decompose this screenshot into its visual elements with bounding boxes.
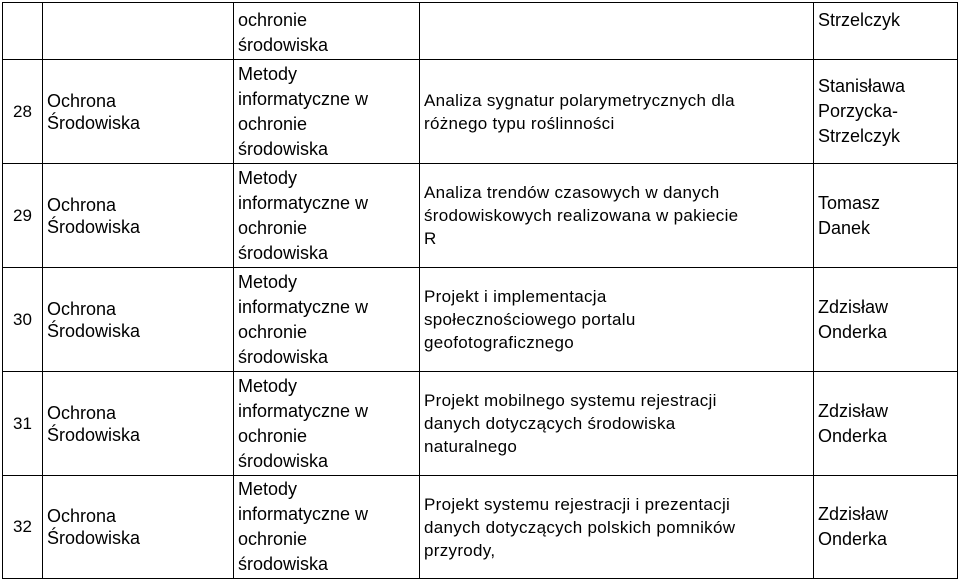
subject-name: ochronie środowiska bbox=[234, 3, 420, 60]
subject-name: Metody informatyczne w ochronie środowiska bbox=[234, 372, 420, 476]
table-row bbox=[3, 60, 958, 164]
row-number: 28 bbox=[3, 60, 43, 164]
supervisor-name: Zdzisław Onderka bbox=[814, 372, 958, 476]
row-number: 30 bbox=[3, 268, 43, 372]
thesis-topic: Projekt i implementacja społecznościowego portalu geofotograficznego bbox=[420, 268, 814, 372]
row-number bbox=[3, 3, 43, 60]
row-number: 29 bbox=[3, 164, 43, 268]
field-of-study: Ochrona Środowiska bbox=[43, 164, 234, 268]
thesis-topics-table bbox=[2, 2, 958, 579]
field-of-study: Ochrona Środowiska bbox=[43, 372, 234, 476]
field-of-study: Ochrona Środowiska bbox=[43, 476, 234, 579]
subject-name: Metody informatyczne w ochronie środowiska bbox=[234, 164, 420, 268]
row-number: 32 bbox=[3, 476, 43, 579]
table-row bbox=[3, 372, 958, 476]
row-number: 31 bbox=[3, 372, 43, 476]
thesis-topic: Analiza sygnatur polarymetrycznych dla różnego typu roślinności bbox=[420, 60, 814, 164]
thesis-topic bbox=[420, 3, 814, 60]
subject-name: Metody informatyczne w ochronie środowiska bbox=[234, 476, 420, 579]
subject-name: Metody informatyczne w ochronie środowiska bbox=[234, 268, 420, 372]
thesis-topic: Analiza trendów czasowych w danych środowiskowych realizowana w pakiecie R bbox=[420, 164, 814, 268]
supervisor-name: Tomasz Danek bbox=[814, 164, 958, 268]
field-of-study: Ochrona Środowiska bbox=[43, 60, 234, 164]
supervisor-name: Zdzisław Onderka bbox=[814, 268, 958, 372]
supervisor-name: Strzelczyk bbox=[814, 3, 958, 60]
subject-name: Metody informatyczne w ochronie środowiska bbox=[234, 60, 420, 164]
thesis-topic: Projekt systemu rejestracji i prezentacji danych dotyczących polskich pomników przyrody, bbox=[420, 476, 814, 579]
table-row bbox=[3, 476, 958, 579]
supervisor-name: Stanisława Porzycka- Strzelczyk bbox=[814, 60, 958, 164]
thesis-topic: Projekt mobilnego systemu rejestracji danych dotyczących środowiska naturalnego bbox=[420, 372, 814, 476]
table-row bbox=[3, 268, 958, 372]
field-of-study: Ochrona Środowiska bbox=[43, 268, 234, 372]
table-row bbox=[3, 3, 958, 60]
table-row bbox=[3, 164, 958, 268]
field-of-study bbox=[43, 3, 234, 60]
supervisor-name: Zdzisław Onderka bbox=[814, 476, 958, 579]
